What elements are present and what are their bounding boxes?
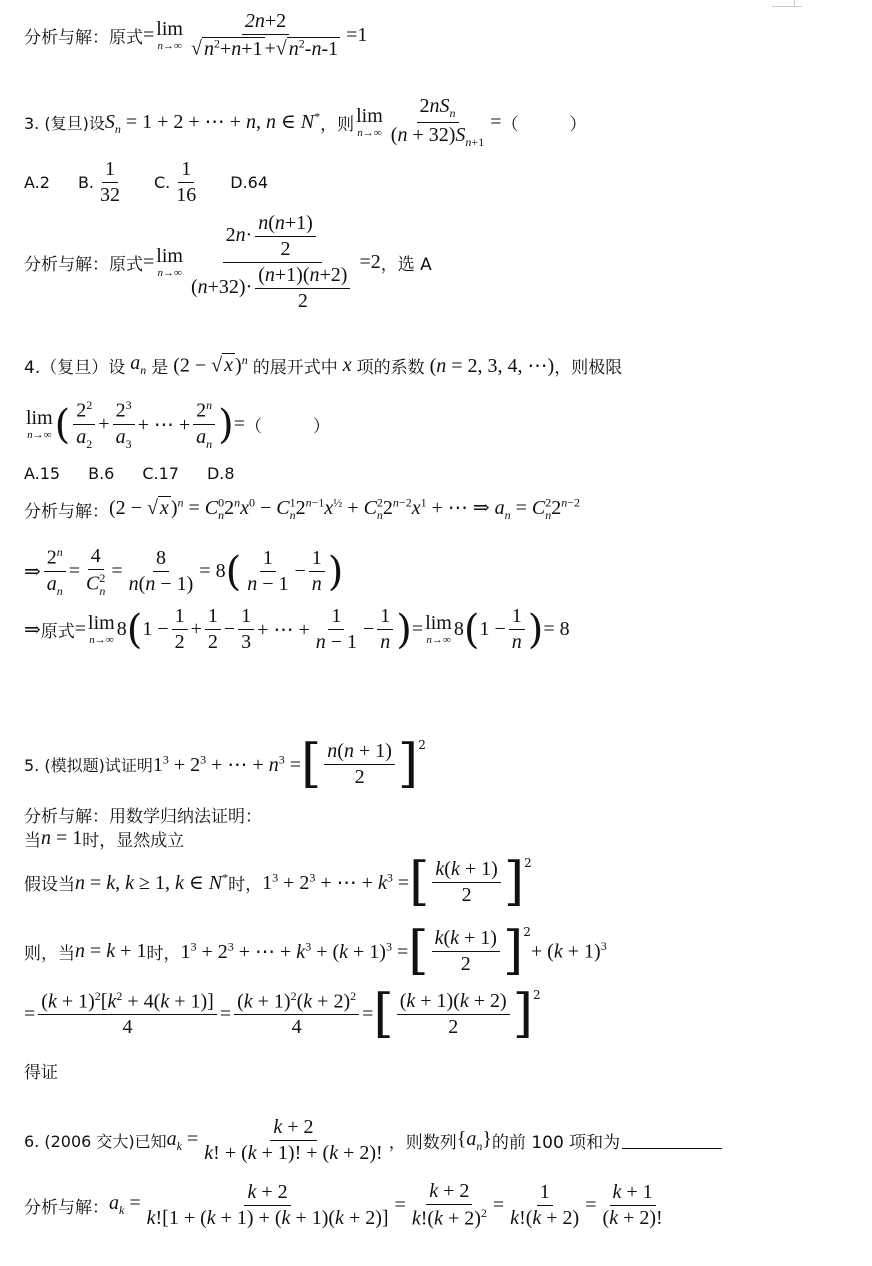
analysis-problem-6: 分析与解： $a_k$ = $\frac{k + 2}{k![1 + (k + 1) + (k + 1)(k + 2)]}$ = $\frac{k + 2}{k!(k + 2)^2}$ = $\frac{1}{k!(k + 2)}$ = $\frac{k + 1}{(k + 2)!}$ — [24, 1180, 663, 1230]
induction-base: 当 n = 1 时，显然成立 — [24, 827, 185, 851]
problem-5: 5. (模拟题)试证明 $1^3 + 2^3$ + ⋯ + $n^3$ = [ $\frac{n(n + 1)}{2}$ ] $^2$ — [24, 734, 426, 794]
proven-line: 得证 — [24, 1063, 58, 1083]
fraction: $\frac{2nS_n}{(n + 32)S_{n+1}}$ — [390, 95, 485, 149]
problem-6: 6. (2006 交大)已知 $a_k$ = $\frac{k + 2}{k! + (k + 1)! + (k + 2)!}$ ，则数列 $\{a_n\}$ 的前 100 项和为 — [24, 1116, 722, 1165]
problem-4-limit: lim n→∞ ( $\frac{2^2}{a_2}$ + $\frac{2^3}{a_3}$ + ⋯ + $\frac{2^n}{a_n}$ ) = （ ） — [26, 398, 331, 451]
analysis-problem-3: 分析与解： 原式 = lim n→∞ 2n· $\frac{n(n+1)}{2}$ (n+32)· $\frac{(n+1)(n+2)}{2}$ =2 ，选 A — [24, 212, 432, 312]
fraction: 2n· $\frac{n(n+1)}{2}$ (n+32)· $\frac{(n+1)(n+2)}{2}$ — [188, 212, 357, 313]
analysis-problem-5: 分析与解： 用数学归纳法证明： — [24, 807, 262, 827]
analysis-problem-4-line2: ⇒ $\frac{2^n}{a_n}$ = $\frac{4}{C^2_n}$ = $\frac{8}{n(n - 1)}$ = 8 ( $\frac{1}{n - 1}$ − $\frac{1}{n}$ ) — [24, 545, 344, 598]
page-corner-mark — [772, 0, 802, 7]
problem-4-options: A.15 B.6 C.17 D.8 — [24, 464, 235, 483]
induction-step: 则，当 n = k + 1 时， $1^3 + 2^3$ + ⋯ + $k^3 + (k + 1)^3$ = [ $\frac{k(k + 1)}{2}$ ] $^2$ + $(k + 1)^3$ — [24, 921, 607, 981]
answer-blank — [622, 1132, 722, 1149]
problem-3: 3. (复旦)设 $S_n = 1 + 2$ + ⋯ + n, n ∈ N* ，则 lim n→∞ $\frac{2nS_n}{(n + 32)S_{n+1}}$ = （ ） — [24, 95, 587, 149]
limit-operator: lim n→∞ — [356, 105, 383, 139]
induction-hypothesis: 假设当 n = k, k ≥ 1, k ∈ N* 时， $1^3 + 2^3$ + ⋯ + $k^3$ = [ $\frac{k(k + 1)}{2}$ ] $^2$ — [24, 852, 532, 912]
fraction: $\frac{2n+2}{√ n^2+n+1 +√ n^2-n-1}$ — [190, 10, 339, 60]
analysis-problem-4-line3: ⇒ 原式 = lim n→∞ 8 ( 1 − $\frac{1}{2}$ + $\frac{1}{2}$ − $\frac{1}{3}$ + ⋯ + $\frac{1}{n - 1}$ − $\frac{1}{n}$ ) = lim n→∞ 8 ( 1 − $\frac{1}{n}$ ) = 8 — [24, 605, 570, 653]
analysis-line-1: 分析与解： 原式 = lim n→∞ $\frac{2n+2}{√ n^2+n+1 +√ n^2-n-1}$ =1 — [24, 10, 368, 60]
limit-operator: lim n→∞ — [156, 17, 183, 52]
induction-step-2: = $\frac{(k + 1)^2[k^2 + 4(k + 1)]}{4}$ = $\frac{(k + 1)^2(k + 2)^2}{4}$ = [ $\frac{(k + 1)(k + 2)}{2}$ ] $^2$ — [24, 984, 541, 1044]
analysis-problem-4-line1: 分析与解： (2 − √ x )$^n = C^0_n2^nx^0 - C^1_n2^{n-1}x^{\frac{1}{2}} + C^2_n2^{n-2}x^1$ + ⋯ ⇒ $a_n = C^2_n2^{n-2}$ — [24, 495, 581, 522]
problem-3-options: A.2 B. $\frac{1}{32}$ C. $\frac{1}{16}$ D.64 — [24, 158, 269, 206]
problem-4: 4.（复旦）设 $a_n$ 是 (2 − √ x )$^n$ 的展开式中 x 项的系数 (n = 2, 3, 4, ⋯) ，则极限 — [24, 352, 623, 378]
